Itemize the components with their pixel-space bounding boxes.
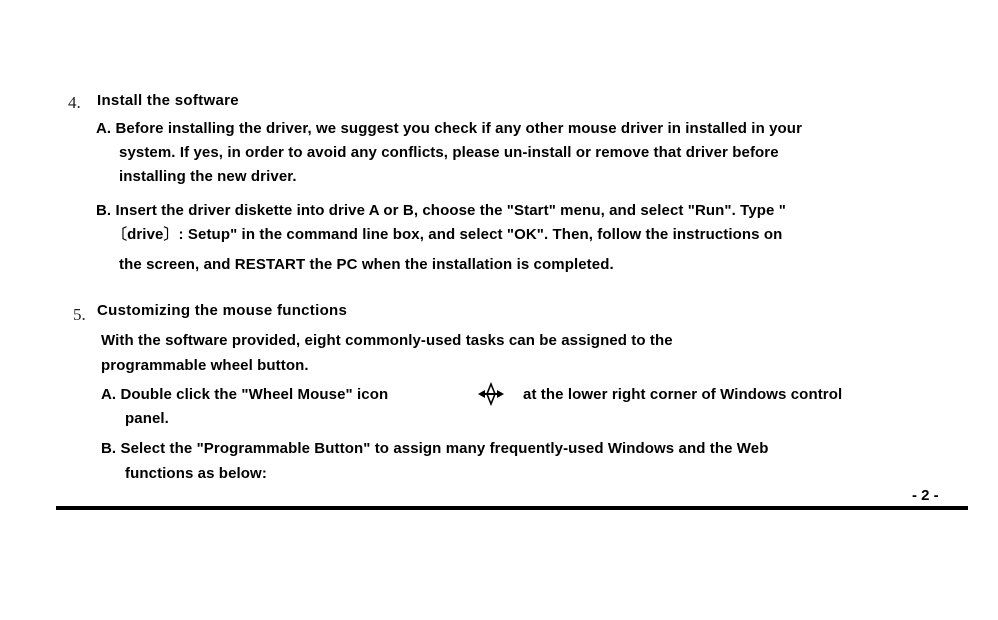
section-5-number: 5. (73, 305, 86, 324)
section-5-item-b-line-2: functions as below: (125, 465, 267, 482)
section-5-item-a-line-1-before: A. Double click the "Wheel Mouse" icon (101, 386, 389, 403)
section-4-item-a-line-1: A. Before installing the driver, we suggest you check if any other mouse driver in installed in your (96, 120, 803, 137)
section-5-intro-line-2: programmable wheel button. (101, 357, 309, 374)
section-5-item-b-line-1: B. Select the "Programmable Button" to assign many frequently-used Windows and the Web (101, 440, 769, 457)
section-4-item-a-line-2: system. If yes, in order to avoid any conflicts, please un-install or remove that driver before (119, 144, 779, 161)
footer-rule (56, 506, 968, 510)
section-5-title: Customizing the mouse functions (97, 302, 348, 319)
section-4-item-b-line-3: the screen, and RESTART the PC when the installation is completed. (119, 256, 614, 273)
section-4-title: Install the software (97, 92, 239, 109)
wheel-mouse-icon (476, 381, 506, 407)
page-number: - 2 - (912, 487, 939, 504)
section-4-item-b-line-1: B. Insert the driver diskette into drive A or B, choose the "Start" menu, and select "Run". Type " (96, 202, 786, 219)
section-5-item-a-line-2: panel. (125, 410, 169, 427)
section-5-item-a-line-1-after: at the lower right corner of Windows control (523, 386, 843, 403)
section-4-number: 4. (68, 93, 81, 112)
section-5-intro-line-1: With the software provided, eight commonly-used tasks can be assigned to the (101, 332, 673, 349)
section-4-item-b-line-2: 〔drive〕: Setup" in the command line box, and select "OK". Then, follow the instructions on (112, 226, 783, 243)
section-4-item-a-line-3: installing the new driver. (119, 168, 297, 185)
